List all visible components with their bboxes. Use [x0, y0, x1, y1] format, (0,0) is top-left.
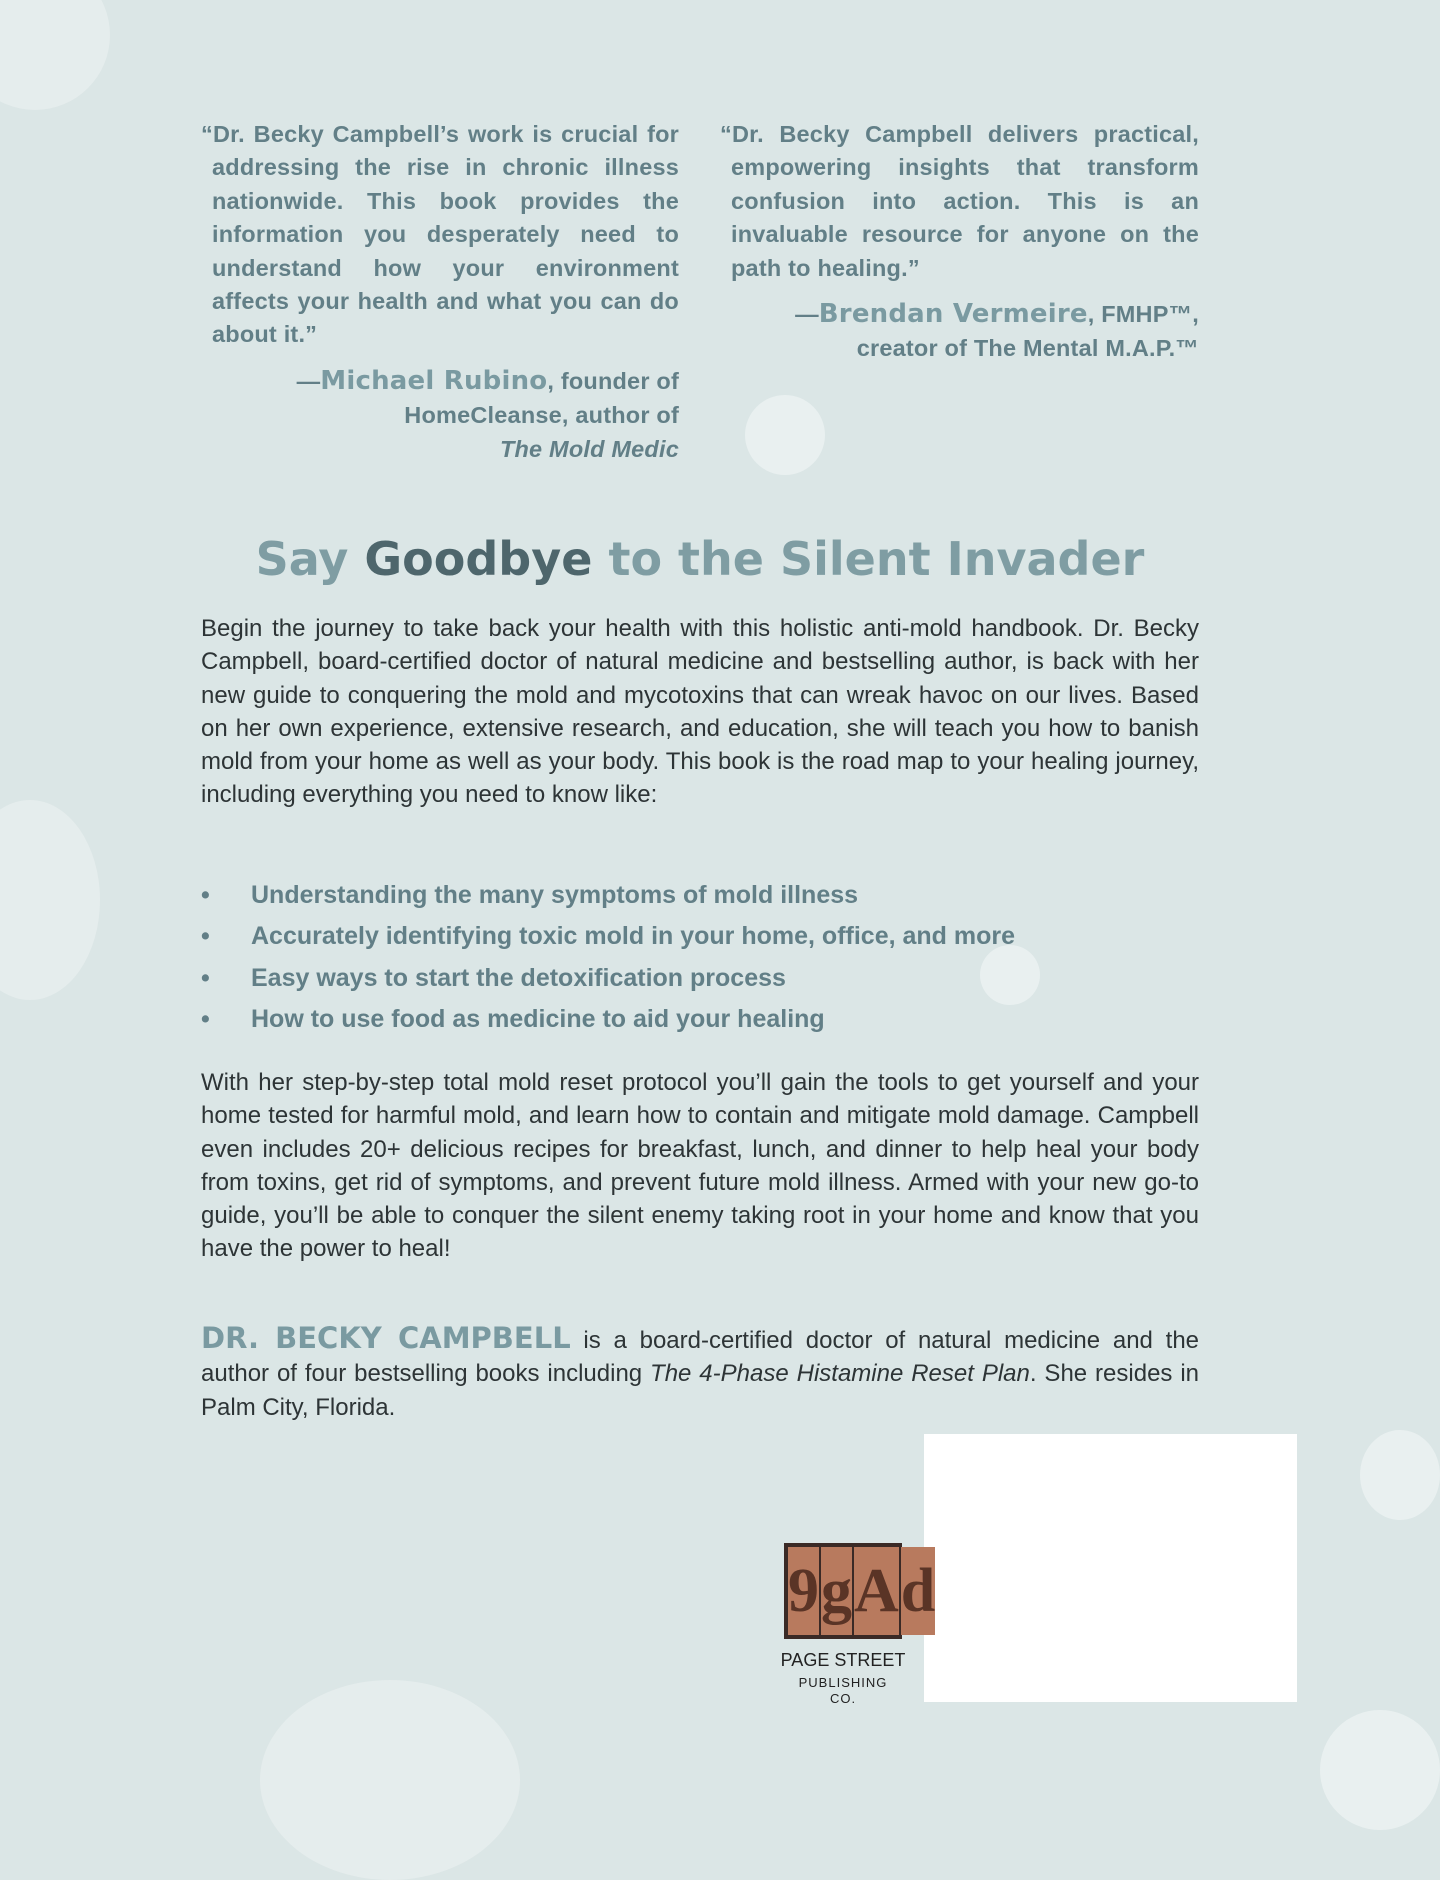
heading-part: to the Silent Invader: [592, 532, 1145, 586]
feature-item: • Understanding the many symptoms of mold illness: [201, 875, 1015, 916]
logo-letter: d: [901, 1547, 935, 1635]
bio-text: is a board-certified doctor of natural medicine and the author of four bestselling books including: [201, 1327, 1200, 1388]
heading-emphasis: Goodbye: [364, 532, 593, 586]
mold-spore-decoration: [260, 1680, 520, 1880]
publisher-name: PAGE STREET: [780, 1650, 906, 1670]
endorser-role: creator of The Mental M.A.P.™: [856, 335, 1199, 362]
barcode-area: [924, 1434, 1297, 1702]
feature-item: • Easy ways to start the detoxification process: [201, 958, 1015, 999]
endorsement-quote: “Dr. Becky Campbell delivers practical, empowering insights that transform confusion into action. This is an invaluable resource for anyone on the path to healing.”: [720, 121, 1199, 281]
intro-paragraph: Begin the journey to take back your health with this holistic anti-mold handbook. Dr. Becky Campbell, board-certified doctor of natural medicine and bestselling author, is back with her new guide to conquering the mold and mycotoxins that can wreak havoc on our lives. Based on her own experience, extensive research, and education, she will teach you how to banish mold from your home as well as your body. This book is the road map to your healing journey, including everything you need to know like:: [201, 615, 1199, 809]
endorser-name: Michael Rubino: [320, 365, 548, 396]
feature-item: • Accurately identifying toxic mold in your home, office, and more: [201, 916, 1015, 957]
logo-letter: A: [854, 1547, 899, 1635]
bio-book: The 4-Phase Histamine Reset Plan: [650, 1360, 1030, 1388]
endorsement-attribution: —Brendan Vermeire, FMHP™, creator of The Mental M.A.P.™: [795, 299, 1199, 362]
bio-text: . She resides in Palm City, Florida.: [201, 1360, 1199, 1421]
logo-letter: 9: [788, 1547, 819, 1635]
endorser-name: Brendan Vermeire: [818, 299, 1088, 330]
author-name: DR. BECKY CAMPBELL: [201, 1321, 571, 1355]
heading-part: Say: [255, 532, 365, 586]
endorsement-attribution: —Michael Rubino, founder of HomeCleanse, author of The Mold Medic: [296, 365, 679, 462]
section-heading: [0, 532, 1400, 586]
endorsement-vermeire: [720, 118, 1199, 365]
letterpress-blocks: [784, 1543, 936, 1639]
endorsement-quote: “Dr. Becky Campbell’s work is crucial for addressing the rise in chronic illness nationwide. This book provides the information you desperately need to understand how your environment affects your health and what you can do about it.”: [201, 121, 679, 348]
mold-spore-decoration: [0, 800, 100, 1000]
feature-item: • How to use food as medicine to aid your healing: [201, 999, 1015, 1040]
publisher-logo: [780, 1543, 936, 1707]
publisher-subtitle: PUBLISHING CO.: [798, 1675, 888, 1706]
endorser-role: , founder of HomeCleanse, author of: [404, 367, 679, 428]
mold-spore-decoration: [1360, 1430, 1440, 1520]
author-bio: [201, 1322, 1199, 1424]
mold-spore-decoration: [1320, 1710, 1440, 1830]
endorsement-rubino: [201, 118, 679, 466]
mold-spore-decoration: [745, 395, 825, 475]
mold-spore-decoration: [0, 0, 110, 110]
endorser-suffix: , FMHP™,: [1087, 301, 1199, 328]
closing-paragraph: With her step-by-step total mold reset protocol you’ll gain the tools to get yourself and your home tested for harmful mold, and learn how to contain and mitigate mold damage. Campbell even includes 20+ delicious recipes for breakfast, lunch, and dinner to help heal your body from toxins, get rid of symptoms, and prevent future mold illness. Armed with your new go-to guide, you’ll be able to conquer the silent enemy taking root in your home and know that you have the power to heal!: [201, 1069, 1199, 1263]
logo-letter: g: [821, 1547, 852, 1635]
feature-list: [201, 875, 1015, 1040]
endorser-book: The Mold Medic: [499, 435, 679, 462]
